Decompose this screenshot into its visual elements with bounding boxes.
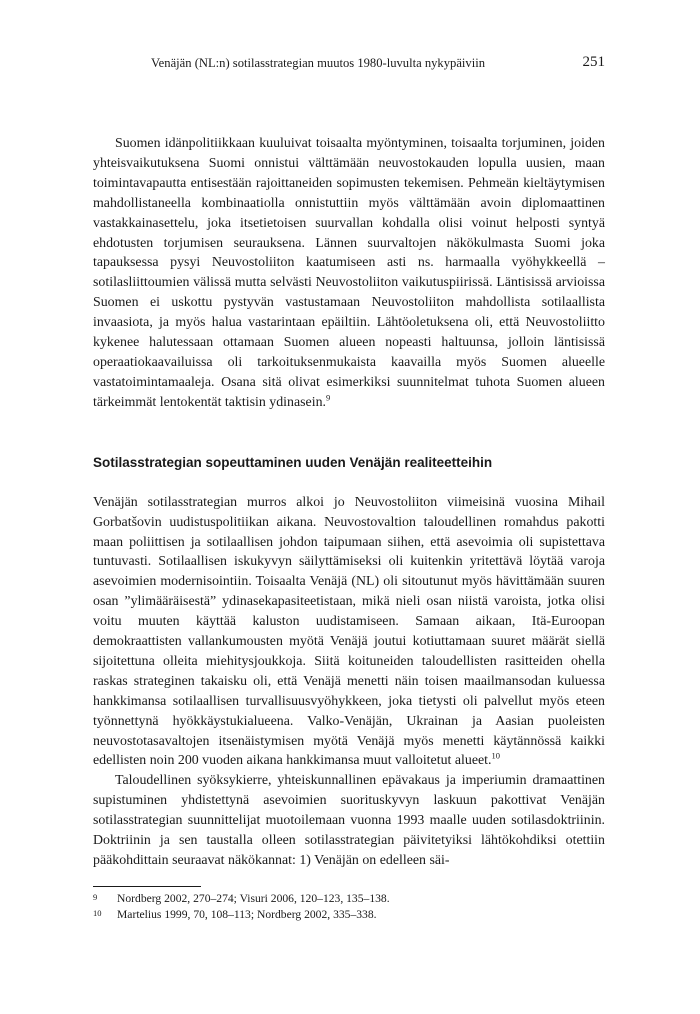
- footnote-divider: [93, 886, 201, 887]
- paragraph-text: Suomen idänpolitiikkaan kuuluivat toisaalta myöntyminen, toisaalta torjuminen, joiden yhteisvaikutuksena Suomi onnistui välttämään neuvostokauden lopulla uusien, maan toimintavapautta entisestään rajoittaneiden sopimusten tekemisen. Pehmeän kieltäytymisen mahdollistaneella kombinaatiolla onnistuttiin myös välttämään avoin diplomaattinen vastakkainasettelu, joka itsetietoisen suurvallan kohdalla olisi voinut helposti syntyä ehdotusten torjumisen seurauksena. Lännen suurvaltojen näkökulmasta Suomi joka tapauksessa pysyi Neuvostoliiton kaatumiseen asti ns. harmaalla vyöhykkeellä – sotilasliittoumien välissä mutta selvästi Neuvostoliiton vaikutuspiirissä. Läntisissä arvioissa Suomen ei uskottu pystyvän vastustamaan Neuvostoliiton mahdollista sotilaallista invaasiota, ja myös halua vastarintaan epäiltiin. Lähtöoletuksena oli, että Neuvostoliitto kykenee halutessaan ottamaan Suomen alueen nopeasti haltuunsa, jolloin läntisissä operaatiokaavailuissa oli tarkoituksenmukaista kaavailla myös Suomen alueelle vastatoimintamaaleja. Osana sitä olivat esimerkiksi suunnitelmat tuhota Suomen alueen tärkeimmät lentokentät taktisin ydinasein.: [93, 136, 605, 410]
- footnote-text: Nordberg 2002, 270–274; Visuri 2006, 120–123, 135–138.: [117, 892, 390, 905]
- footnote-number: 10: [93, 908, 102, 918]
- paragraph-text: Venäjän sotilasstrategian murros alkoi jo Neuvostoliiton viimeisinä vuosina Mihail Gorbatšovin uudistuspolitiikan aikana. Neuvostovaltion taloudellinen romahdus pakotti maan poliittisen ja sotilaallisen johdon taipumaan siihen, että asevoimia oli supistettava tuntuvasti. Sotilaallisen iskukyvyn säilyttämiseksi oli kuitenkin yritettävä löytää varoja asevoimien modernisointiin. Toisaalta Venäjä (NL) oli sitoutunut myös hävittämään suuren osan ”ylimääräisestä” ydinasekapasiteetistaan, mikä nieli osan niistä varoista, jotka olisi voitu muuten käyttää kaluston uudistamiseen. Samaan aikaan, Itä-Euroopan demokraattisten vallankumousten myötä Venäjä joutui kotiuttamaan suuret määrät siellä sijoitettuna olleita miehitysjoukkoja. Siitä koituneiden taloudellisten rasitteiden ohella raskas strateginen takaisku oli, että Venäjä menetti näin toisen maailmansodan kuluessa hankkimansa sotilaallisen turvallisuusvyöhykkeen, joka tietysti oli palvellut myös eteen työnnettynä hyökkäystukialueena. Valko-Venäjän, Ukrainan ja Aasian puoleisten neuvostotasavaltojen itsenäistymisen myötä Venäjä myös menetti käytännössä kaikki edellisten noin 200 vuoden aikana hankkimansa muut valloitetut alueet.: [93, 494, 605, 769]
- page-number: 251: [582, 54, 605, 70]
- paragraph: [93, 134, 605, 413]
- footnote-reference[interactable]: 9: [326, 392, 331, 403]
- paragraph: [93, 771, 605, 871]
- running-header: [93, 54, 605, 74]
- section-heading: Sotilasstrategian sopeuttaminen uuden Venäjän realiteetteihin: [93, 454, 493, 470]
- paragraph: [93, 493, 605, 772]
- paragraph-text: Taloudellinen syöksykierre, yhteiskunnallinen epävakaus ja imperiumin dramaattinen supistuminen yhdistettynä asevoimien suorituskyvyn laskuun pakottivat Venäjän sotilasstrategian suunnittelijat muotoilemaan vuonna 1993 maalle uuden sotilasdoktriinin. Doktriinin ja sen taustalla olleen sotilasstrategian päivitetyiksi lähtökohdiksi otettiin pääkohdittain seuraavat näkökannat: 1) Venäjän on edelleen säi-: [93, 773, 605, 868]
- footnote-text: Martelius 1999, 70, 108–113; Nordberg 2002, 335–338.: [117, 908, 377, 921]
- footnote: [93, 891, 605, 907]
- running-title: Venäjän (NL:n) sotilasstrategian muutos 1980-luvulta nykypäiviin: [150, 56, 486, 70]
- footnote-reference[interactable]: 10: [491, 750, 500, 761]
- body-text: [93, 134, 605, 871]
- footnote: [93, 907, 605, 923]
- footnotes: [93, 886, 605, 923]
- footnote-number: 9: [93, 892, 98, 902]
